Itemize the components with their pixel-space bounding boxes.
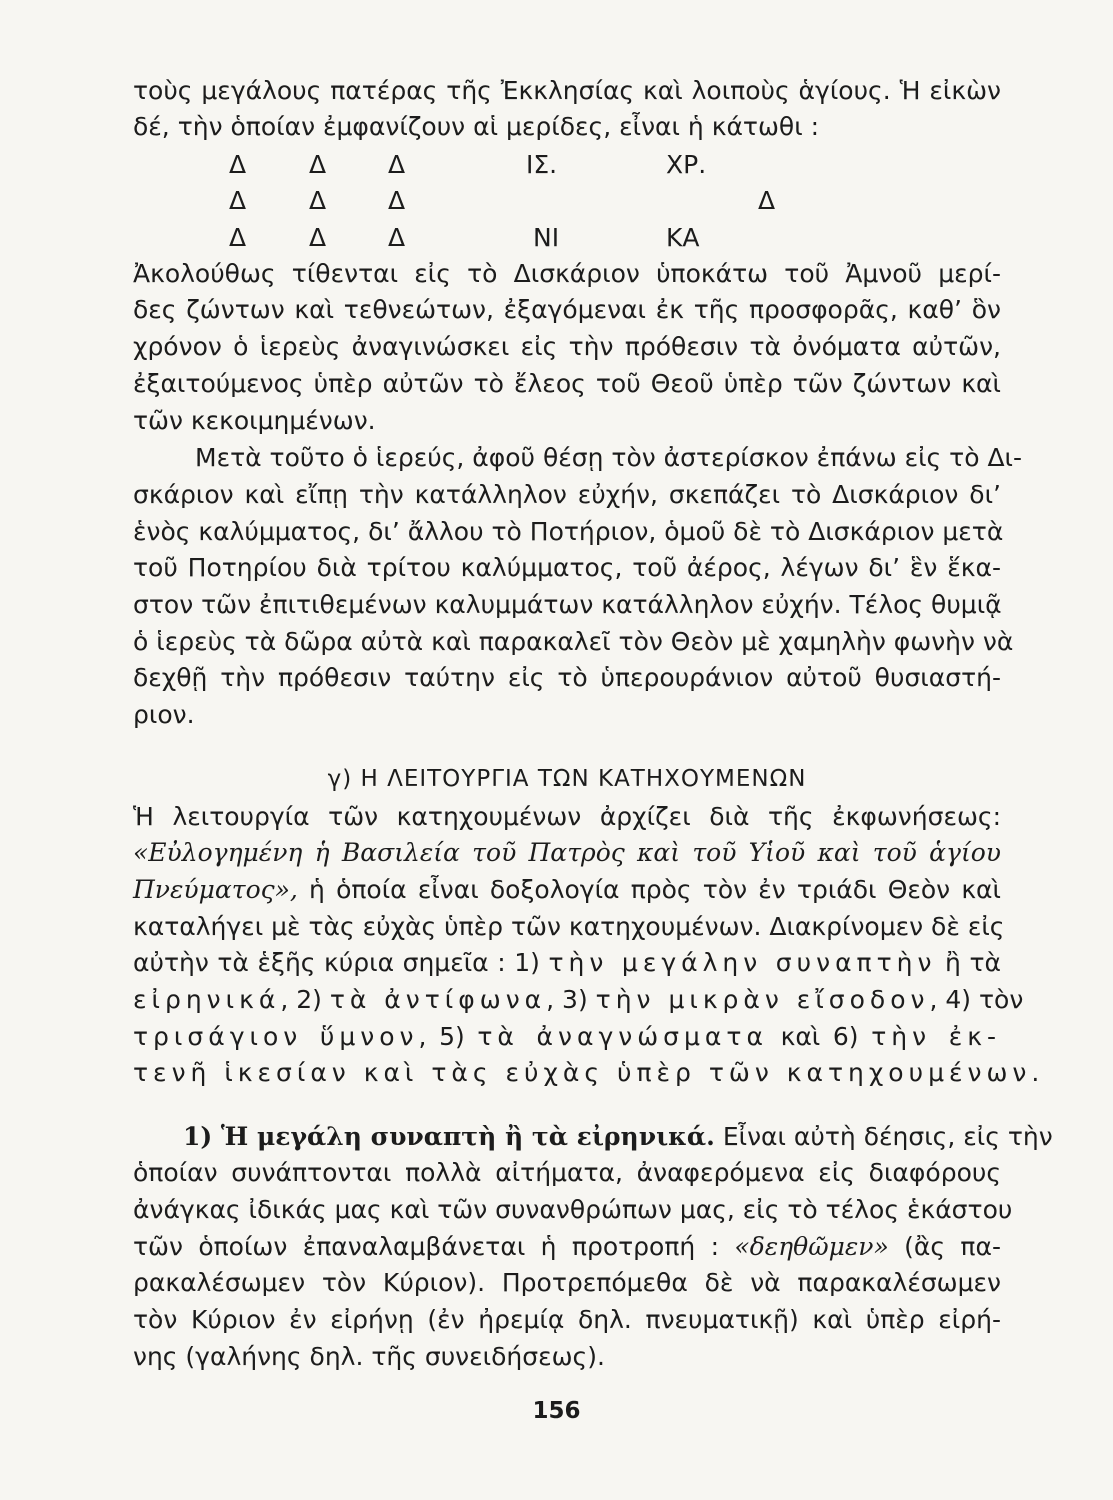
spaced-text: τὴν ἐκ- [871,1022,1001,1051]
text-line [133,946,1001,980]
delta-mark: Δ [309,150,327,179]
spaced-text: τὰ ἀναγνώσματα [477,1022,768,1051]
text-line: δέ, τὴν ὁποίαν ἐμφανίζουν αἱ μερίδες, εἶναι ἡ κάτωθι : [133,112,820,141]
text-line [183,1120,1053,1154]
delta-mark: Δ [309,223,327,252]
text-line: νης (γαλήνης δηλ. τῆς συνειδήσεως). [133,1342,605,1371]
text-span: καὶ 6) [767,1022,872,1051]
text-line: ρακαλέσωμεν τὸν Κύριον). Προτρεπόμεθα δὲ νὰ παρακαλέσωμεν [133,1268,1001,1297]
text-line: ἀνάγκας ἰδικάς μας καὶ τῶν συνανθρώπων μας, εἰς τὸ τέλος ἑκάστου [133,1195,1013,1224]
text-span: , 4) τὸν [929,985,1024,1014]
xr-label: ΧΡ. [666,150,707,179]
spaced-text: τρισάγιον ὕμνον [133,1022,419,1051]
text-line: ριον. [133,700,195,729]
text-line: ὁ ἱερεὺς τὰ δῶρα αὐτὰ καὶ παρακαλεῖ τὸν Θεὸν μὲ χαμηλὴν φωνὴν νὰ [133,627,1014,656]
text-line: δες ζώντων καὶ τεθνεώτων, ἐξαγόμεναι ἐκ τῆς προσφορᾶς, καθ’ ὃν [133,295,1001,324]
text-span: ἡ ὁποία εἶναι δοξολογία πρὸς τὸν ἐν τριάδι Θεὸν καὶ [297,875,1001,904]
ka-label: ΚΑ [666,223,700,252]
ni-label: ΝΙ [533,223,560,252]
italic-text: Πνεύματος», [133,875,298,904]
delta-mark: Δ [229,223,247,252]
text-line: καταλήγει μὲ τὰς εὐχὰς ὑπὲρ τῶν κατηχουμένων. Διακρίνομεν δὲ εἰς [133,912,1005,941]
text-line [133,1230,1001,1264]
delta-mark: Δ [309,186,327,215]
text-line: ὁποίαν συνάπτονται πολλὰ αἰτήματα, ἀναφερόμενα εἰς διαφόρους [133,1158,1001,1187]
text-span: , 5) [418,1022,478,1051]
bold-heading: 1) Ἡ μεγάλη συναπτὴ ἢ τὰ εἰρηνικά. [183,1122,715,1151]
spaced-text: τὰ ἀντίφωνα [329,985,547,1014]
delta-mark: Δ [229,150,247,179]
section-heading: γ) Η ΛΕΙΤΟΥΡΓΙΑ ΤΩΝ ΚΑΤΗΧΟΥΜΕΝΩΝ [327,766,807,792]
text-line: ἐξαιτούμενος ὑπὲρ αὐτῶν τὸ ἔλεος τοῦ Θεοῦ ὑπὲρ τῶν ζώντων καὶ [133,369,1001,398]
is-label: ΙΣ. [526,150,558,179]
delta-mark: Δ [758,186,776,215]
text-line: τὸν Κύριον ἐν εἰρήνῃ (ἐν ἠρεμίᾳ δηλ. πνευματικῇ) καὶ ὑπὲρ εἰρή- [133,1305,1001,1334]
text-line: «Εὐλογημένη ἡ Βασιλεία τοῦ Πατρὸς καὶ τοῦ Υἱοῦ καὶ τοῦ ἁγίου [133,838,1001,867]
text-line: ἑνὸς καλύμματος, δι’ ἄλλου τὸ Ποτήριον, ὁμοῦ δὲ τὸ Δισκάριον μετὰ [133,517,1004,546]
text-line: δεχθῇ τὴν πρόθεσιν ταύτην εἰς τὸ ὑπερουράνιον αὐτοῦ θυσιαστή- [133,663,1001,692]
page-number: 156 [532,1398,581,1424]
italic-text: «δεηθῶμεν» [734,1232,889,1261]
text-span: (ἂς πα- [888,1232,1001,1261]
text-line: Μετὰ τοῦτο ὁ ἱερεύς, ἀφοῦ θέσῃ τὸν ἀστερίσκον ἐπάνω εἰς τὸ Δι- [195,443,1023,472]
delta-mark: Δ [388,186,406,215]
spaced-text: τὴν μεγάλην συναπτὴν [548,948,937,977]
spaced-text: εἰρηνικά [133,985,281,1014]
text-line [133,873,1001,907]
text-line: στον τῶν ἐπιτιθεμένων καλυμμάτων κατάλληλον εὐχήν. Τέλος θυμιᾷ [133,590,1002,619]
text-line [133,1020,1001,1054]
delta-mark: Δ [388,223,406,252]
text-line: τοὺς μεγάλους πατέρας τῆς Ἐκκλησίας καὶ λοιποὺς ἁγίους. Ἡ εἰκὼν [133,76,1001,105]
spaced-text: τὴν μικρὰν εἴσοδον [595,985,930,1014]
text-line: χρόνον ὁ ἱερεὺς ἀναγινώσκει εἰς τὴν πρόθεσιν τὰ ὀνόματα αὐτῶν, [133,332,1001,361]
text-line [133,983,1024,1017]
text-span: , 3) [546,985,596,1014]
text-line: Ἀκολούθως τίθενται εἰς τὸ Δισκάριον ὑποκάτω τοῦ Ἀμνοῦ μερί- [133,259,1001,288]
text-span: Εἶναι αὐτὴ δέησις, εἰς τὴν [714,1122,1053,1151]
text-span: ἢ τὰ [936,948,1001,977]
text-line: Ἡ λειτουργία τῶν κατηχουμένων ἀρχίζει διὰ τῆς ἐκφωνήσεως: [133,802,1001,831]
text-line: τενῆ ἱκεσίαν καὶ τὰς εὐχὰς ὑπὲρ τῶν κατηχουμένων. [133,1058,1045,1087]
text-line: σκάριον καὶ εἴπῃ τὴν κατάλληλον εὐχήν, σκεπάζει τὸ Δισκάριον δι’ [133,480,1001,509]
text-span: τῶν ὁποίων ἐπαναλαμβάνεται ἡ προτροπή : [133,1232,735,1261]
delta-mark: Δ [229,186,247,215]
text-span: , 2) [280,985,330,1014]
delta-mark: Δ [388,150,406,179]
text-line: τοῦ Ποτηρίου διὰ τρίτου καλύμματος, τοῦ ἀέρος, λέγων δι’ ἓν ἕκα- [133,553,1001,582]
text-span: αὐτὴν τὰ ἑξῆς κύρια σημεῖα : 1) [133,948,549,977]
text-line: τῶν κεκοιμημένων. [133,406,376,435]
